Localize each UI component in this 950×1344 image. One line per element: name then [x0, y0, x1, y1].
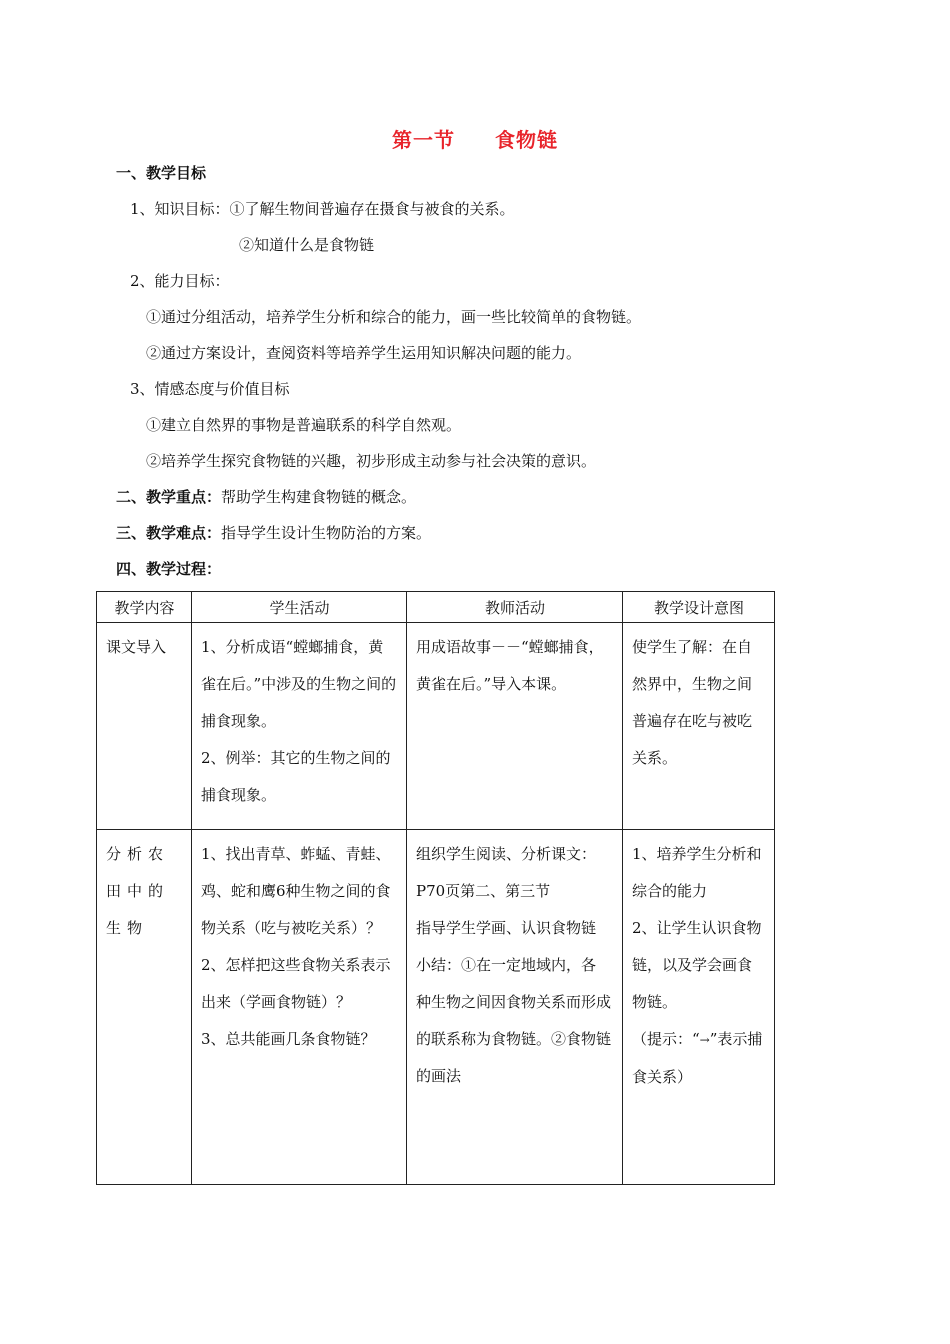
emotion-goal-label: 3、情感态度与价值目标	[130, 380, 290, 398]
heading-teaching-goals: 一、教学目标	[116, 164, 207, 182]
row2-student-3: 3、总共能画几条食物链？	[201, 1030, 376, 1048]
knowledge-goal-1: ①了解生物间普遍存在摄食与被食的关系。	[229, 200, 515, 218]
row2-teacher-activity	[407, 830, 623, 1185]
ability-goal-1: ①通过分组活动，培养学生分析和综合的能力，画一些比较简单的食物链。	[146, 308, 642, 326]
difficulty-text: 指导学生设计生物防治的方案。	[221, 524, 432, 542]
header-design-intent: 教学设计意图	[623, 592, 775, 623]
row2-intent-3-end: ”表示捕食关系）	[632, 1030, 763, 1086]
row2-design-intent	[623, 830, 775, 1185]
header-teacher-activity: 教师活动	[407, 592, 623, 623]
row2-student-1: 1、找出青草、蚱蜢、青蛙、鸡、蛇和鹰6种生物之间的食物关系（吃与被吃关系）？	[201, 845, 391, 937]
ability-goal-label: 2、能力目标：	[130, 272, 230, 290]
key-point-text: 帮助学生构建食物链的概念。	[221, 488, 417, 506]
key-point-heading: 二、教学重点：	[116, 488, 222, 506]
arrow-icon: →	[699, 1033, 710, 1047]
title-topic: 食物链	[495, 128, 558, 152]
row2-intent-3	[632, 1021, 766, 1096]
ability-goal-2: ②通过方案设计，查阅资料等培养学生运用知识解决问题的能力。	[146, 344, 582, 362]
table-row	[97, 830, 775, 1185]
row1-design-intent: 使学生了解：在自然界中，生物之间普遍存在吃与被吃关系。	[623, 623, 775, 830]
header-student-activity: 学生活动	[192, 592, 407, 623]
teaching-process-table	[96, 591, 775, 1185]
knowledge-goal-line	[130, 199, 515, 219]
header-content: 教学内容	[97, 592, 192, 623]
knowledge-goal-label: 1、知识目标：	[130, 200, 230, 218]
row1-student-2: 2、例举：其它的生物之间的捕食现象。	[201, 749, 391, 804]
row2-content: 分析农田中的生物	[97, 830, 192, 1185]
row2-intent-3-start: （提示：“	[632, 1030, 700, 1048]
row1-student-activity	[192, 623, 407, 830]
knowledge-goal-2: ②知道什么是食物链	[239, 236, 375, 254]
row1-teacher-activity: 用成语故事－－“螳螂捕食，黄雀在后。”导入本课。	[407, 623, 623, 830]
row2-teacher-3: 指导学生学画、认识食物链	[416, 919, 597, 937]
table-header-row	[97, 592, 775, 623]
row2-teacher-4: 小结：①在一定地域内，各 种生物之间因食物关系而形成的联系称为食物链。②食物链的画法	[416, 956, 612, 1085]
key-point-line	[116, 487, 416, 507]
heading-teaching-process: 四、教学过程：	[116, 560, 222, 578]
emotion-goal-1: ①建立自然界的事物是普遍联系的科学自然观。	[146, 416, 462, 434]
difficulty-heading: 三、教学难点：	[116, 524, 222, 542]
row2-student-2: 2、怎样把这些食物关系表示出来（学画食物链）？	[201, 956, 391, 1011]
row2-intent-1: 1、培养学生分析和综合的能力	[632, 845, 762, 900]
page-title	[0, 124, 950, 153]
row1-content: 课文导入	[97, 623, 192, 830]
difficulty-line	[116, 523, 431, 543]
emotion-goal-2: ②培养学生探究食物链的兴趣，初步形成主动参与社会决策的意识。	[146, 452, 597, 470]
row2-teacher-1: 组织学生阅读、分析课文：	[416, 845, 597, 863]
row2-teacher-2: P70页第二、第三节	[416, 882, 551, 900]
title-section-number: 第一节	[392, 128, 455, 152]
row1-student-1: 1、分析成语“螳螂捕食，黄雀在后。”中涉及的生物之间的捕食现象。	[201, 638, 397, 730]
row2-student-activity	[192, 830, 407, 1185]
table-row	[97, 623, 775, 830]
row2-intent-2: 2、让学生认识食物链，以及学会画食物链。	[632, 919, 762, 1011]
